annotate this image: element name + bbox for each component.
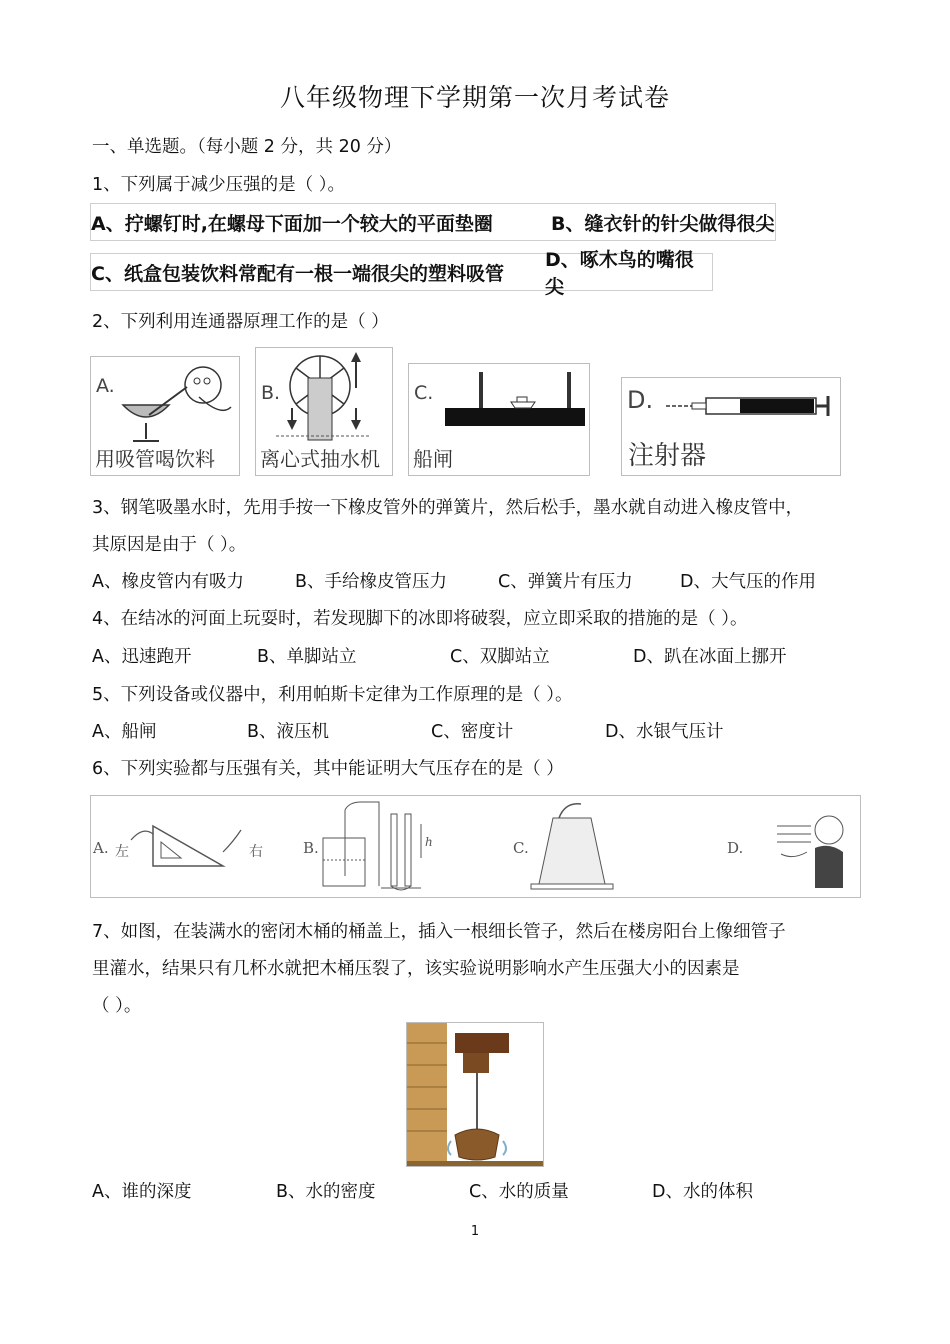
q7-figure-barrel xyxy=(406,1022,544,1167)
q2-stem: 2、下列利用连通器原理工作的是（ ） xyxy=(92,312,389,332)
q3-stem-line-2: 其原因是由于（ ）。 xyxy=(92,535,247,555)
q3-stem-line-1: 3、钢笔吸墨水时，先用手按一下橡皮管外的弹簧片，然后松手，墨水就自动进入橡皮管中， xyxy=(92,498,804,518)
q3-option-c[interactable]: C、弹簧片有压力 xyxy=(498,572,633,592)
q5-option-a[interactable]: A、船闸 xyxy=(92,722,157,742)
q7-stem-line-2: 里灌水，结果只有几杯水就把木桶压裂了，该实验说明影响水产生压强大小的因素是 xyxy=(92,959,740,979)
q1-options-row-2 xyxy=(90,249,713,298)
q6-label-right: 右 xyxy=(249,844,263,860)
barrel-experiment-illustration xyxy=(407,1023,543,1166)
q7-stem-line-3: （ ）。 xyxy=(92,996,142,1016)
q1-stem: 1、下列属于减少压强的是（ ）。 xyxy=(92,175,345,195)
q1-option-c[interactable]: C、纸盒包装饮料常配有一根一端很尖的塑料吸管 xyxy=(91,262,504,285)
q2-figure-b-caption: 离心式抽水机 xyxy=(260,447,380,471)
q7-option-c[interactable]: C、水的质量 xyxy=(469,1182,569,1202)
q6-label-c: C. xyxy=(513,839,529,857)
q6-label-d: D. xyxy=(727,839,744,857)
q7-option-d[interactable]: D、水的体积 xyxy=(652,1182,753,1202)
q1-options-row-1 xyxy=(90,203,776,241)
q2-figure-c[interactable] xyxy=(408,363,590,476)
q6-stem: 6、下列实验都与压强有关，其中能证明大气压存在的是（ ） xyxy=(92,759,564,779)
q6-label-b: B. xyxy=(303,839,319,857)
q4-stem: 4、在结冰的河面上玩耍时，若发现脚下的冰即将破裂，应立即采取的措施的是（ ）。 xyxy=(92,609,748,629)
q5-option-c[interactable]: C、密度计 xyxy=(431,722,514,742)
q4-option-d[interactable]: D、趴在冰面上挪开 xyxy=(633,647,787,667)
q6-label-h: h xyxy=(425,835,433,849)
q6-figure-strip xyxy=(90,795,861,898)
q2-figure-d-letter: D. xyxy=(627,386,654,414)
q2-figure-d-caption: 注射器 xyxy=(628,441,707,471)
pressure-experiments-illustration xyxy=(91,796,860,897)
q3-option-b[interactable]: B、手给橡皮管压力 xyxy=(295,572,448,592)
q2-figure-a-caption: 用吸管喝饮料 xyxy=(95,447,215,471)
q2-figure-b-letter: B. xyxy=(261,382,281,404)
q2-figure-a-letter: A. xyxy=(96,375,115,397)
q2-figure-c-caption: 船闸 xyxy=(413,447,453,471)
q7-option-b[interactable]: B、水的密度 xyxy=(276,1182,376,1202)
q2-figure-c-letter: C. xyxy=(414,382,434,404)
q4-option-a[interactable]: A、迅速跑开 xyxy=(92,647,192,667)
q1-option-a[interactable]: A、拧螺钉时,在螺母下面加一个较大的平面垫圈 xyxy=(91,212,493,235)
q1-option-b[interactable]: B、缝衣针的针尖做得很尖 xyxy=(551,212,775,235)
page-number: 1 xyxy=(470,1224,480,1239)
q7-stem-line-1: 7、如图，在装满水的密闭木桶的桶盖上，插入一根细长管子，然后在楼房阳台上像细管子 xyxy=(92,922,786,942)
q5-option-d[interactable]: D、水银气压计 xyxy=(605,722,724,742)
q3-option-a[interactable]: A、橡皮管内有吸力 xyxy=(92,572,244,592)
q1-option-d[interactable]: D、啄木鸟的嘴很尖 xyxy=(545,249,694,298)
q5-option-b[interactable]: B、液压机 xyxy=(247,722,330,742)
q2-figure-a[interactable] xyxy=(90,356,240,476)
q4-option-c[interactable]: C、双脚站立 xyxy=(450,647,550,667)
q3-option-d[interactable]: D、大气压的作用 xyxy=(680,572,816,592)
q2-figure-b[interactable] xyxy=(255,347,393,476)
q7-option-a[interactable]: A、谁的深度 xyxy=(92,1182,192,1202)
q5-stem: 5、下列设备或仪器中，利用帕斯卡定律为工作原理的是（ ）。 xyxy=(92,685,573,705)
section-heading: 一、单选题。（每小题 2 分，共 20 分） xyxy=(92,137,402,157)
page-title: 八年级物理下学期第一次月考试卷 xyxy=(279,83,670,112)
q4-option-b[interactable]: B、单脚站立 xyxy=(257,647,357,667)
q6-label-left: 左 xyxy=(115,844,129,860)
q6-label-a: A. xyxy=(93,839,109,857)
q2-figure-d[interactable] xyxy=(621,377,841,476)
